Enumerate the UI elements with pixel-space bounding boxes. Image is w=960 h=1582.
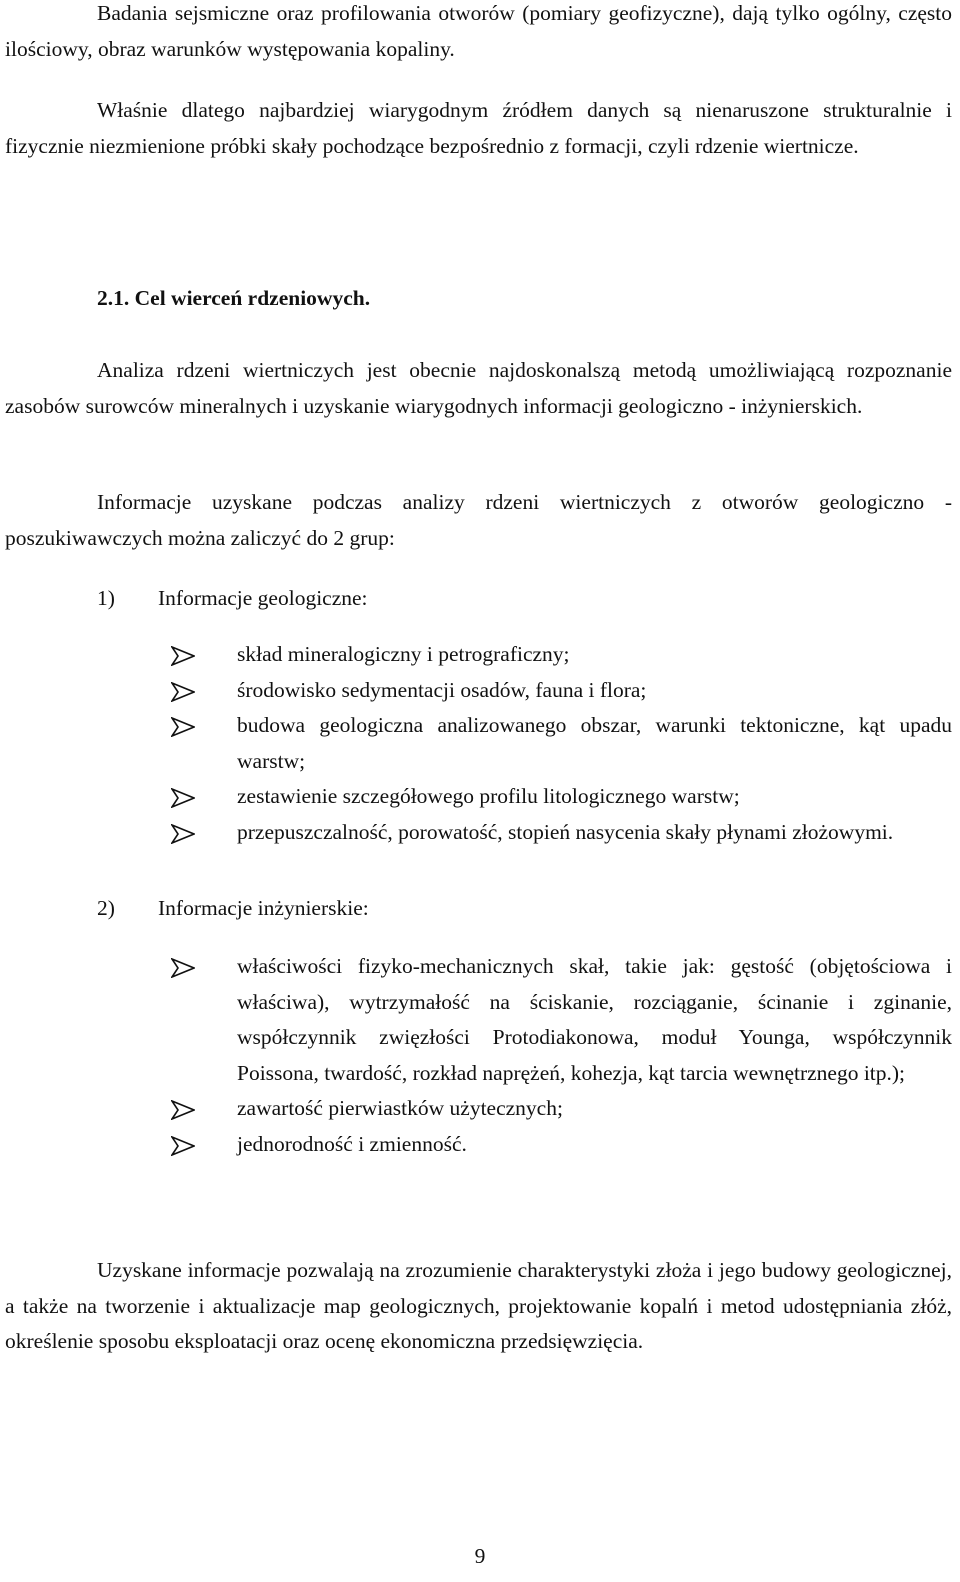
- list-item: [0, 779, 960, 815]
- paragraph-core-samples: Właśnie dlatego najbardziej wiarygodnym źródłem danych są nienaruszone strukturalnie i fizycznie niezmienione próbki skały pochodzące bezpośrednio z formacji, czyli rdzenie wiertnicze.: [5, 98, 952, 158]
- arrowhead-bullet-icon: [171, 788, 195, 808]
- arrowhead-bullet-icon: [171, 646, 195, 666]
- paragraph-analysis: Analiza rdzeni wiertniczych jest obecnie najdoskonalszą metodą umożliwiającą rozpoznanie zasobów surowców mineralnych i uzyskanie wiarygodnych informacji geologiczno - inżynierskich.: [5, 358, 952, 418]
- arrowhead-bullet-icon: [171, 1100, 195, 1120]
- section-heading: 2.1. Cel wierceń rdzeniowych.: [97, 286, 371, 310]
- paragraph-groups: Informacje uzyskane podczas analizy rdzeni wiertniczych z otworów geologiczno - poszukiwawczych można zaliczyć do 2 grup:: [5, 490, 952, 550]
- list-item: [0, 1091, 960, 1127]
- list-item: [0, 673, 960, 709]
- list-engineering-title: [97, 891, 369, 926]
- list-item-text: jednorodność i zmienność.: [237, 1131, 467, 1156]
- arrowhead-bullet-icon: [171, 1136, 195, 1156]
- paragraph-text: Badania sejsmiczne oraz profilowania otworów (pomiary geofizyczne), dają tylko ogólny, często ilościowy, obraz warunków występowania kopaliny.: [5, 1, 952, 61]
- arrowhead-bullet-icon: [171, 824, 195, 844]
- arrowhead-bullet-icon: [171, 717, 195, 737]
- list-item-text: przepuszczalność, porowatość, stopień nasycenia skały płynami złożowymi.: [237, 819, 894, 844]
- arrowhead-bullet-icon: [171, 682, 195, 702]
- list-number: 2): [97, 896, 115, 920]
- list-title-text: Informacje geologiczne:: [158, 586, 368, 610]
- list-engineering: [0, 949, 960, 1162]
- list-number: 1): [97, 586, 115, 610]
- paragraph-intro: [5, 0, 952, 67]
- list-title-text: Informacje inżynierskie:: [158, 896, 369, 920]
- list-item-text: budowa geologiczna analizowanego obszar, warunki tektoniczne, kąt upadu warstw;: [237, 713, 952, 773]
- list-item-text: środowisko sedymentacji osadów, fauna i flora;: [237, 677, 647, 702]
- list-item: [0, 815, 960, 851]
- list-geological: [0, 637, 960, 850]
- list-item: [0, 708, 960, 779]
- list-item: [0, 949, 960, 1091]
- list-item-text: zawartość pierwiastków użytecznych;: [237, 1096, 563, 1120]
- list-geological-title: [97, 581, 368, 616]
- list-item: [0, 1127, 960, 1163]
- paragraph-conclusion: Uzyskane informacje pozwalają na zrozumienie charakterystyki złoża i jego budowy geologicznej, a także na tworzenie i aktualizacje map geologicznych, projektowanie kopalń i metod udostępniania złóż, określenie sposobu eksploatacji oraz ocenę ekonomiczna przedsięwzięcia.: [5, 1258, 952, 1353]
- page-number: 9: [474, 1544, 486, 1568]
- list-item-text: zestawienie szczegółowego profilu litologicznego warstw;: [237, 784, 740, 808]
- list-item: [0, 637, 960, 673]
- list-item-text: skład mineralogiczny i petrograficzny;: [237, 642, 570, 666]
- list-item-text: właściwości fizyko-mechanicznych skał, takie jak: gęstość (objętościowa i właściwa), wytrzymałość na ściskanie, rozciąganie, ścinanie i zginanie, współczynnik zwięzłości Protodiakonowa, moduł Younga, współczynnik Poissona, twardość, rozkład naprężeń, kohezja, kąt tarcia wewnętrznego itp.);: [237, 954, 952, 1085]
- arrowhead-bullet-icon: [171, 958, 195, 978]
